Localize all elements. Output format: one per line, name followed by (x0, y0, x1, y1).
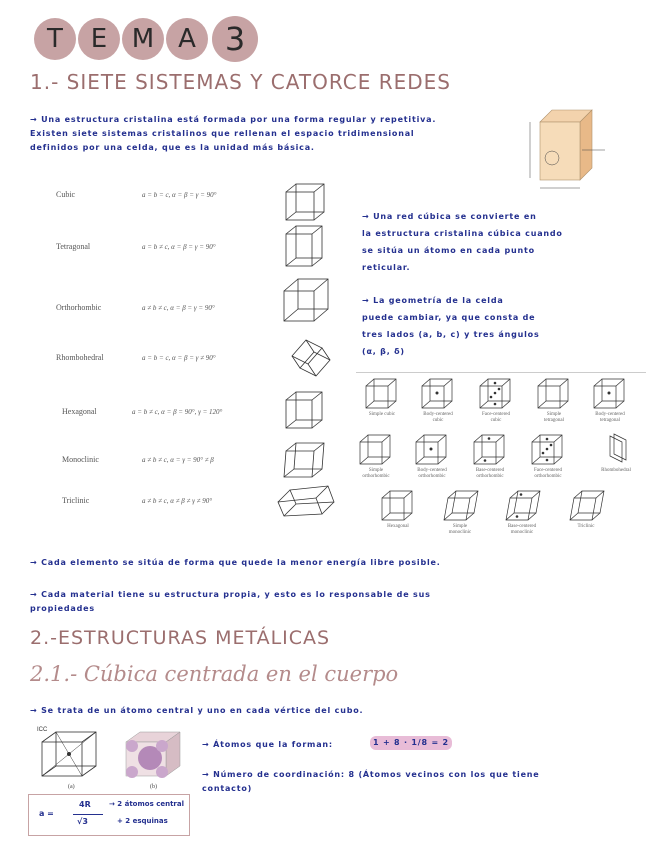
bravais-cell-label (580, 412, 640, 424)
bcc-spheres-figure (120, 728, 186, 782)
bravais-cell-icon (440, 488, 480, 522)
bravais-cell-icon (418, 376, 458, 410)
bravais-cell-icon (378, 488, 418, 522)
tetragonal-cell-icon (282, 222, 332, 270)
bravais-label-line-1: Base-centered (507, 524, 537, 529)
bravais-cell-label (518, 468, 578, 480)
bravais-label-line-2: tetragonal (544, 418, 564, 423)
intro-line-1: → Una estructura cristalina está formada por una forma regular y repetitiva. (30, 115, 437, 124)
atoms-formula: 1 + 8 · 1/8 = 2 (370, 736, 452, 750)
bravais-cell-label (346, 468, 406, 480)
bcc-lattice-figure (36, 728, 106, 784)
bravais-cell-icon (590, 376, 630, 410)
bravais-label-line-2: cubic (490, 418, 502, 423)
bravais-cell-label (586, 468, 646, 474)
bravais-cell-label (492, 524, 552, 536)
bravais-cell-label (460, 468, 520, 480)
note-red-line-2: la estructura cristalina cúbica cuando (362, 229, 563, 238)
triclinic-cell-icon (276, 484, 338, 518)
hexagonal-cell-icon (282, 388, 330, 432)
section2-subheading: 2.1.- Cúbica centrada en el cuerpo (30, 662, 399, 686)
rhombohedral-cell-icon (288, 332, 334, 384)
coordination-line-2: contacto) (202, 784, 253, 793)
bravais-cell-label (466, 412, 526, 424)
bravais-cell-label (402, 468, 462, 480)
bravais-cell-icon (534, 376, 574, 410)
system-name: Rhombohedral (56, 353, 104, 362)
title-letter-m: M (122, 18, 164, 60)
system-relation: a = b = c, α = β = γ = 90° (142, 191, 217, 199)
box-numerator: 4R (79, 800, 91, 809)
intro-line-2: Existen siete sistemas cristalinos que rellenan el espacio tridimensional (30, 129, 415, 138)
bravais-cell-icon (412, 432, 452, 466)
unit-cell-figure (520, 100, 620, 195)
system-relation: a ≠ b ≠ c, α ≠ β ≠ γ ≠ 90° (142, 497, 213, 505)
system-name: Hexagonal (62, 407, 97, 416)
bravais-cell-label (524, 412, 584, 424)
bravais-label-line-1: Simple (546, 412, 562, 417)
bravais-label-line-1: Hexagonal (387, 524, 409, 529)
section2-heading: 2.-ESTRUCTURAS METÁLICAS (30, 627, 331, 649)
bravais-label-line-1: Simple (452, 524, 468, 529)
bravais-cell-icon (356, 432, 396, 466)
bullet-material-line-1: → Cada material tiene su estructura propia, y esto es lo responsable de sus (30, 590, 431, 599)
bravais-label-line-2: cubic (432, 418, 444, 423)
note-red-line-3: se sitúa un átomo en cada punto (362, 246, 535, 255)
bravais-label-line-1: Face-centered (533, 468, 563, 473)
bravais-label-line-2: orthorhombic (362, 474, 390, 479)
bullet-energy: → Cada elemento se sitúa de forma que quede la menor energía libre posible. (30, 558, 441, 567)
system-relation: a ≠ b ≠ c, α = β = γ = 90° (142, 304, 215, 312)
bravais-cell-icon (596, 432, 636, 466)
lattice-parameter-box (28, 794, 190, 836)
bravais-cell-icon (476, 376, 516, 410)
system-relation: a = b = c, α = β = γ ≠ 90° (142, 354, 216, 362)
system-name: Monoclinic (62, 455, 99, 464)
note-red-line-1: → Una red cúbica se convierte en (362, 212, 537, 221)
bravais-cell-icon (362, 376, 402, 410)
cubic-cell-icon (282, 180, 332, 222)
bravais-cell-label (368, 524, 428, 530)
system-name: Triclinic (62, 496, 90, 505)
title-letter-a: A (166, 18, 208, 60)
system-relation: a = b ≠ c, α = β = 90°, γ = 120° (132, 408, 223, 416)
bravais-label-line-1: Base-centered (475, 468, 505, 473)
bravais-label-line-2: orthorhombic (534, 474, 562, 479)
box-right-line-1: → 2 átomos central (109, 800, 184, 808)
bravais-cell-label (408, 412, 468, 424)
bravais-label-line-1: Body-centered (423, 412, 453, 417)
box-denominator: √3 (77, 817, 88, 826)
note-red-line-4: reticular. (362, 263, 411, 272)
bravais-label-line-2: monoclinic (448, 530, 472, 535)
title-number: 3 (212, 16, 258, 62)
bravais-label-line-1: Body-centered (595, 412, 625, 417)
intro-line-3: definidos por una celda, que es la unidad más básica. (30, 143, 315, 152)
bravais-cell-icon (470, 432, 510, 466)
system-relation: a ≠ b ≠ c, α = γ = 90° ≠ β (142, 456, 214, 464)
bravais-cell-icon (528, 432, 568, 466)
bravais-label-line-1: Triclinic (577, 524, 595, 529)
bravais-cell-label (556, 524, 616, 530)
bullet-material-line-2: propiedades (30, 604, 95, 613)
figure-a-label: (a) (68, 784, 75, 790)
bravais-label-line-1: Body-centered (417, 468, 447, 473)
bravais-cell-label (352, 412, 412, 418)
note-geom-line-4: (α, β, δ) (362, 347, 405, 356)
note-geom-line-2: puede cambiar, ya que consta de (362, 313, 536, 322)
bcc-description: → Se trata de un átomo central y uno en cada vértice del cubo. (30, 706, 364, 715)
system-relation: a = b ≠ c, α = β = γ = 90° (142, 243, 216, 251)
atoms-label: → Átomos que la forman: (202, 740, 333, 749)
bravais-label-line-1: Face-centered (481, 412, 511, 417)
fraction-bar (73, 814, 103, 815)
figure-b-label: (b) (150, 784, 157, 790)
system-name: Cubic (56, 190, 76, 199)
title-letter-e: E (78, 18, 120, 60)
bravais-cell-icon (502, 488, 542, 522)
divider (356, 372, 646, 373)
bravais-label-line-2: monoclinic (510, 530, 534, 535)
bravais-cell-label (430, 524, 490, 536)
bravais-label-line-1: Rhombohedral (601, 468, 631, 473)
bravais-label-line-2: orthorhombic (418, 474, 446, 479)
icc-label: ICC (37, 727, 48, 733)
system-name: Tetragonal (56, 242, 91, 251)
note-geom-line-3: tres lados (a, b, c) y tres ángulos (362, 330, 540, 339)
bravais-cell-icon (566, 488, 606, 522)
bravais-label-line-1: Simple cubic (368, 412, 396, 417)
box-right-line-2: + 2 esquinas (117, 817, 168, 825)
orthorhombic-cell-icon (280, 275, 336, 325)
title-letter-t: T (34, 18, 76, 60)
bravais-label-line-2: tetragonal (600, 418, 620, 423)
system-name: Orthorhombic (56, 303, 102, 312)
box-a-label: a = (39, 809, 54, 818)
bravais-label-line-1: Simple (368, 468, 384, 473)
section1-heading: 1.- SIETE SISTEMAS Y CATORCE REDES (30, 70, 451, 94)
monoclinic-cell-icon (282, 437, 334, 481)
coordination-line-1: → Número de coordinación: 8 (Átomos vecinos con los que tiene (202, 770, 540, 779)
note-geom-line-1: → La geometría de la celda (362, 296, 504, 305)
bravais-label-line-2: orthorhombic (476, 474, 504, 479)
